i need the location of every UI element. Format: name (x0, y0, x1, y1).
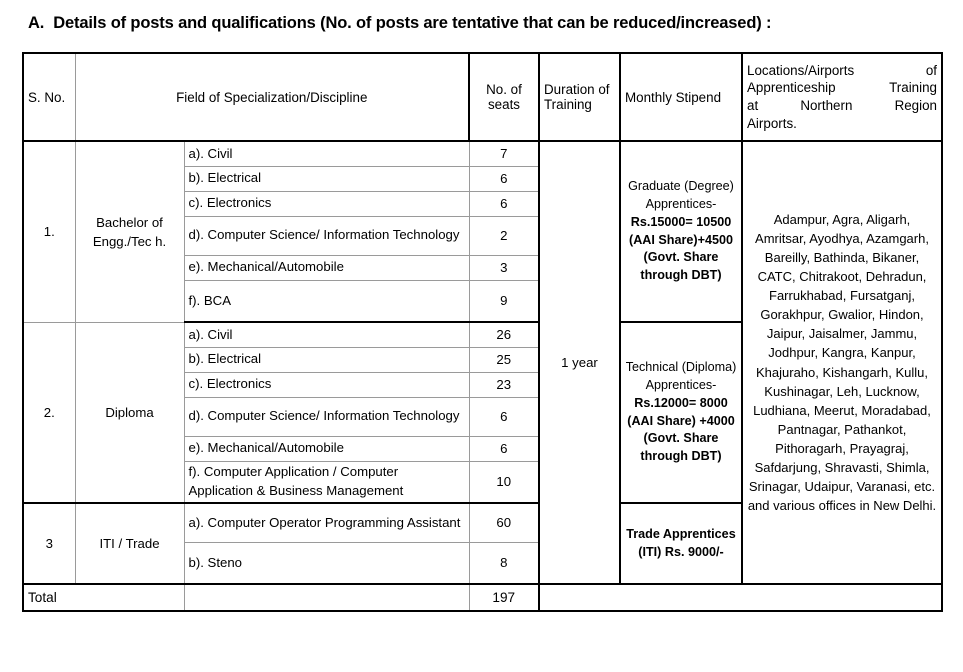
header-locations-line-1: Locations/Airports of (747, 62, 937, 78)
section-2-monthly-stipend (620, 322, 742, 503)
seats-value: 10 (469, 461, 539, 503)
table-total-row (23, 584, 942, 611)
seats-value: 23 (469, 372, 539, 397)
header-field-of-specialization: Field of Specialization/Discipline (75, 53, 469, 141)
section-3-stipend-bold: Trade Apprentices (ITI) Rs. 9000/- (626, 526, 736, 559)
section-heading (28, 14, 948, 33)
table-header-row (23, 53, 942, 141)
section-2-sno: 2. (23, 322, 75, 503)
total-seats-value: 197 (469, 584, 539, 611)
seats-value: 6 (469, 166, 539, 191)
header-locations-line-3: at Northern Region (747, 98, 937, 113)
section-1-category: Bachelor of Engg./Tec h. (75, 141, 184, 322)
seats-value: 7 (469, 141, 539, 166)
seats-value: 6 (469, 436, 539, 461)
section-1-monthly-stipend (620, 141, 742, 322)
discipline-label: e). Mechanical/Automobile (184, 255, 469, 280)
header-duration-of-training: Duration of Training (539, 53, 620, 141)
locations-airports-value: Adampur, Agra, Aligarh, Amritsar, Ayodhya, Azamgarh, Bareilly, Bathinda, Bikaner, CATC, Chitrakoot, Dehradun, Farrukhabad, Fursatganj, Gorakhpur, Gwalior, Hindon, Jaipur, Jaisalmer, Jammu, Jodhpur, Kangra, Kanpur, Khajuraho, Kishangarh, Kullu, Kushinagar, Leh, Lucknow, Ludhiana, Meerut, Moradabad, Pantnagar, Pathankot, Pithoragarh, Prayagraj, Safdarjung, Shravasti, Shimla, Srinagar, Udaipur, Varanasi, etc. and various offices in New Delhi. (742, 141, 942, 584)
discipline-label: b). Electrical (184, 166, 469, 191)
discipline-label: f). BCA (184, 280, 469, 322)
discipline-label: f). Computer Application / Computer Application & Business Management (184, 461, 469, 503)
header-monthly-stipend: Monthly Stipend (620, 53, 742, 141)
section-3-monthly-stipend (620, 503, 742, 584)
discipline-label: a). Civil (184, 322, 469, 347)
section-3-category: ITI / Trade (75, 503, 184, 584)
section-heading-label: A. (28, 14, 45, 32)
section-1-sno: 1. (23, 141, 75, 322)
discipline-label: a). Computer Operator Programming Assistant (184, 503, 469, 542)
section-1-stipend-bold: Rs.15000= 10500 (AAI Share)+4500 (Govt. Share through DBT) (629, 214, 733, 283)
discipline-label: d). Computer Science/ Information Technology (184, 397, 469, 436)
table-row (23, 141, 942, 166)
section-heading-text: Details of posts and qualifications (No. of posts are tentative that can be reduced/increased) : (53, 14, 772, 32)
discipline-label: e). Mechanical/Automobile (184, 436, 469, 461)
total-label: Total (23, 584, 184, 611)
discipline-label: c). Electronics (184, 372, 469, 397)
section-2-stipend-bold: Rs.12000= 8000 (AAI Share) +4000 (Govt. Share through DBT) (627, 395, 735, 464)
seats-value: 9 (469, 280, 539, 322)
posts-and-qualifications-table (22, 52, 943, 612)
seats-value: 6 (469, 397, 539, 436)
section-2-stipend-regular: Technical (Diploma) Apprentices- (625, 359, 737, 392)
seats-value: 3 (469, 255, 539, 280)
discipline-label: c). Electronics (184, 191, 469, 216)
seats-value: 25 (469, 347, 539, 372)
section-3-sno: 3 (23, 503, 75, 584)
seats-value: 8 (469, 542, 539, 584)
header-locations-line-4: Airports. (747, 115, 797, 131)
header-sno: S. No. (23, 53, 75, 141)
discipline-label: b). Steno (184, 542, 469, 584)
duration-of-training-value: 1 year (539, 141, 620, 584)
seats-value: 60 (469, 503, 539, 542)
header-locations-airports (742, 53, 942, 141)
total-trailing-empty-cell (539, 584, 942, 611)
seats-value: 2 (469, 216, 539, 255)
total-empty-cell (184, 584, 469, 611)
seats-value: 26 (469, 322, 539, 347)
discipline-label: d). Computer Science/ Information Technology (184, 216, 469, 255)
header-locations-line-2: Apprenticeship Training (747, 80, 937, 96)
section-1-stipend-regular: Graduate (Degree) Apprentices- (628, 178, 734, 211)
discipline-label: a). Civil (184, 141, 469, 166)
discipline-label: b). Electrical (184, 347, 469, 372)
section-2-category: Diploma (75, 322, 184, 503)
seats-value: 6 (469, 191, 539, 216)
header-no-of-seats: No. of seats (469, 53, 539, 141)
